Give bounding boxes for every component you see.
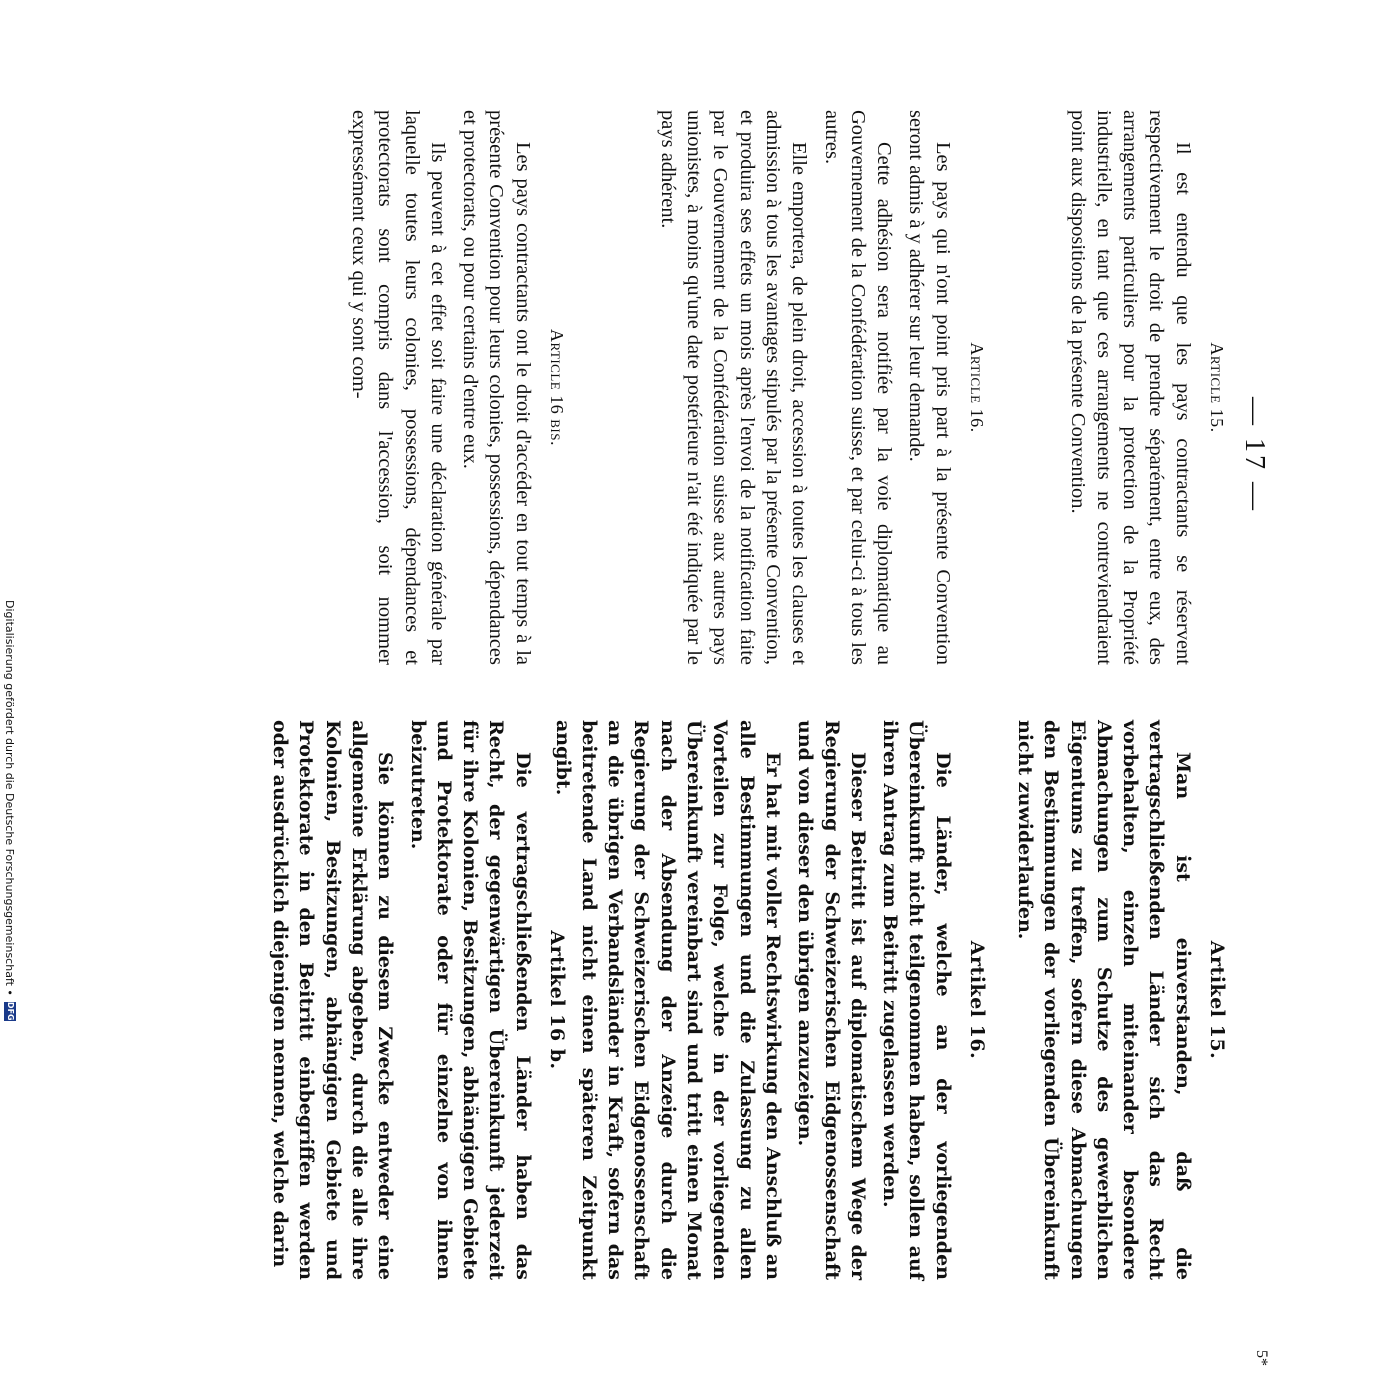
- paragraph: Il est entendu que les pays contractants se réservent respectivement le droit de prendre séparément, entre eux, des arrangements particuliers pour la protection de la Propriété industrielle, en tant que ces arrangements ne contreviendraient point aux dispositions de la présente Convention.: [1066, 110, 1194, 665]
- signature-mark: 5*: [1253, 1350, 1270, 1366]
- article-heading: Artikel 15.: [1206, 940, 1228, 1060]
- paragraph: Man ist einverstanden, daß die vertragschließenden Länder sich das Recht vorbehalten, einzeln miteinander besondere Abmachungen zum Schutze des gewerblichen Eigentums zu treffen, sofern diese Abmachungen den Bestimmungen der vorliegenden Übereinkunft nicht zuwiderlaufen.: [1013, 720, 1194, 1280]
- paragraph: Die vertragschließenden Länder haben das Recht, der gegenwärtigen Übereinkunft jederzeit für ihre Kolonien, Besitzungen, abhängigen Gebiete und Protektorate oder für einzelne von ihnen beizutreten.: [406, 720, 534, 1280]
- article-16-fr: [654, 110, 990, 665]
- dfg-logo: DFG: [6, 1001, 15, 1021]
- document-page: [90, 110, 1270, 1366]
- article-heading: Article 16 bis.: [547, 329, 567, 446]
- paragraph: Sie können zu diesem Zwecke entweder eine allgemeine Erklärung abgeben, durch die alle ihre Kolonien, Besitzungen, abhängigen Gebiete und Protektorate in den Beitritt einbegriffen werden oder ausdrücklich diejenigen nennen, welche darin: [269, 720, 397, 1280]
- credit-text: Digitalisierung gefördert durch die Deutsche Forschungsgemeinschaft •: [3, 600, 17, 996]
- article-heading: Artikel 16.: [966, 940, 988, 1060]
- paragraph: Cette adhésion sera notifiée par la voie diplomatique au Gouvernement de la Confédération suisse, et par celui-ci à tous les autres.: [820, 110, 896, 665]
- article-16-de: [549, 720, 990, 1280]
- article-heading: Article 15.: [1207, 342, 1227, 433]
- article-15-fr: [1064, 110, 1230, 665]
- article-16bis-fr: [346, 110, 570, 665]
- paragraph: Les pays contractants ont le droit d'accéder en tout temps à la présente Convention pour leurs colonies, possessions, dépendances et protectorats, ou pour certains d'entre eux.: [459, 110, 534, 665]
- paragraph: Elle emportera, de plein droit, accession à toutes les clauses et admission à tous les avantages stipulés par la présente Convention, et produira ses effets un mois après l'envoi de la notification faite par le Gouvernement de la Confédération suisse aux autres pays unionistes, à moins qu'une date postérieure n'ait été indiquée par le pays adhérent.: [656, 110, 811, 665]
- paragraph: Dieser Beitritt ist auf diplomatischem Wege der Regierung der Schweizerischen Eidgenossenschaft und von dieser den übrigen anzuzeigen.: [794, 720, 869, 1280]
- article-16bis-de: [267, 720, 570, 1280]
- digitization-credit: [0, 600, 20, 1021]
- paragraph: Er hat mit voller Rechtswirkung den Anschluß an alle Bestimmungen und die Zulassung zu allen Vorteilen zur Folge, welche in der vorliegenden Übereinkunft vereinbart sind und tritt einen Monat nach der Absendung der Anzeige durch die Regierung der Schweizerischen Eidgenossenschaft an die übrigen Verbandsländer in Kraft, sofern das beitretende Land nicht einen späteren Zeitpunkt angibt.: [551, 720, 784, 1280]
- paragraph: Les pays qui n'ont point pris part à la présente Convention seront admis à y adhérer sur leur demande.: [905, 110, 954, 665]
- paragraph: Die Länder, welche an der vorliegenden Übereinkunft nicht teilgenommen haben, sollen auf ihren Antrag zum Beitritt zugelassen werden.: [879, 720, 954, 1280]
- page-number: — 17 —: [1239, 397, 1270, 513]
- article-15-de: [1012, 720, 1230, 1280]
- article-heading: Artikel 16 b.: [546, 930, 568, 1070]
- article-heading: Article 16.: [967, 342, 987, 433]
- paragraph: Ils peuvent à cet effet soit faire une déclaration générale par laquelle toutes leurs colonies, possessions, dépendances et protectorats sont compris dans l'accession, soit nommer expressément ceux qui y sont com-: [347, 110, 449, 665]
